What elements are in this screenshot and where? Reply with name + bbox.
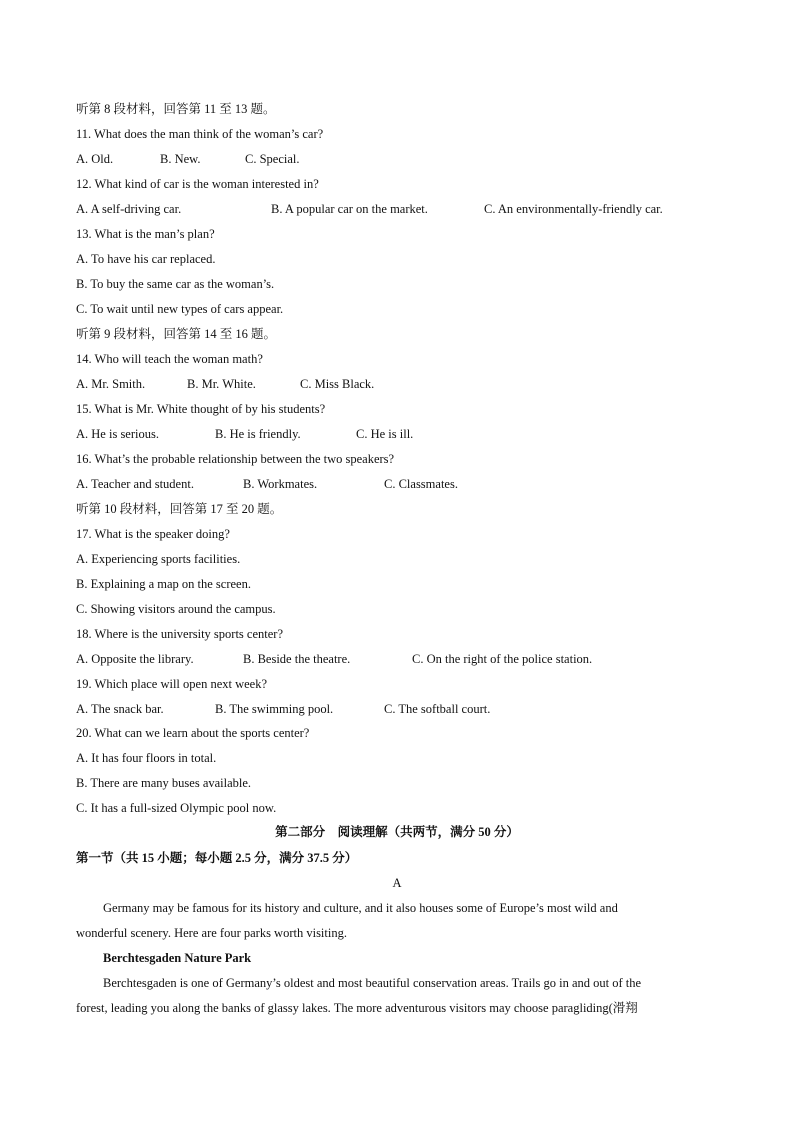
park-paragraph-line-2: forest, leading you along the banks of glassy lakes. The more adventurous visitors may choose paragliding(滑翔 bbox=[76, 1001, 638, 1015]
option-b: B. New. bbox=[160, 152, 201, 166]
question-14: 14. Who will teach the woman math? bbox=[76, 352, 263, 366]
option-c: C. Miss Black. bbox=[300, 377, 375, 391]
question-14-options bbox=[76, 376, 374, 392]
option-b: B. The swimming pool. bbox=[215, 702, 334, 716]
question-20-option-a: A. It has four floors in total. bbox=[76, 751, 217, 765]
option-b: B. A popular car on the market. bbox=[271, 202, 428, 216]
question-17-option-c: C. Showing visitors around the campus. bbox=[76, 602, 276, 616]
option-c: C. An environmentally-friendly car. bbox=[484, 202, 663, 216]
question-16-options bbox=[76, 476, 458, 492]
passage-intro-line-1: Germany may be famous for its history and culture, and it also houses some of Europe’s most wild and bbox=[103, 901, 618, 915]
option-a: A. The snack bar. bbox=[76, 702, 164, 716]
question-13-option-a: A. To have his car replaced. bbox=[76, 252, 216, 266]
passage-letter: A bbox=[392, 876, 402, 890]
question-11-options bbox=[76, 151, 300, 167]
option-b: B. He is friendly. bbox=[215, 427, 301, 441]
option-c: C. He is ill. bbox=[356, 427, 414, 441]
option-a: A. Opposite the library. bbox=[76, 652, 194, 666]
option-c: C. Special. bbox=[245, 152, 300, 166]
question-12: 12. What kind of car is the woman interested in? bbox=[76, 177, 319, 191]
option-b: B. Workmates. bbox=[243, 477, 318, 491]
option-c: C. The softball court. bbox=[384, 702, 491, 716]
question-18: 18. Where is the university sports center? bbox=[76, 627, 284, 641]
question-12-options bbox=[76, 201, 663, 217]
part-2-section-1-heading: 第一节（共 15 小题；每小题 2.5 分，满分 37.5 分） bbox=[76, 851, 358, 865]
option-a: A. Old. bbox=[76, 152, 114, 166]
option-a: A. Teacher and student. bbox=[76, 477, 194, 491]
question-20: 20. What can we learn about the sports center? bbox=[76, 726, 310, 740]
question-17-option-b: B. Explaining a map on the screen. bbox=[76, 577, 251, 591]
question-15: 15. What is Mr. White thought of by his students? bbox=[76, 402, 326, 416]
park-heading: Berchtesgaden Nature Park bbox=[103, 951, 252, 965]
question-20-option-b: B. There are many buses available. bbox=[76, 776, 252, 790]
question-13: 13. What is the man’s plan? bbox=[76, 227, 215, 241]
option-a: A. Mr. Smith. bbox=[76, 377, 146, 391]
question-20-option-c: C. It has a full-sized Olympic pool now. bbox=[76, 801, 277, 815]
option-a: A. A self-driving car. bbox=[76, 202, 182, 216]
question-17: 17. What is the speaker doing? bbox=[76, 527, 230, 541]
question-11: 11. What does the man think of the woman’s car? bbox=[76, 127, 324, 141]
option-c: C. Classmates. bbox=[384, 477, 458, 491]
question-18-options bbox=[76, 651, 592, 667]
park-paragraph-line-1: Berchtesgaden is one of Germany’s oldest and most beautiful conservation areas. Trails go in and out of the bbox=[103, 976, 642, 990]
section-10-heading: 听第 10 段材料，回答第 17 至 20 题。 bbox=[76, 502, 283, 516]
passage-intro-line-2: wonderful scenery. Here are four parks worth visiting. bbox=[76, 926, 347, 940]
question-15-options bbox=[76, 426, 413, 442]
option-a: A. He is serious. bbox=[76, 427, 159, 441]
question-17-option-a: A. Experiencing sports facilities. bbox=[76, 552, 241, 566]
question-19-options bbox=[76, 701, 490, 717]
question-13-option-c: C. To wait until new types of cars appear. bbox=[76, 302, 284, 316]
question-19: 19. Which place will open next week? bbox=[76, 677, 268, 691]
section-8-heading: 听第 8 段材料，回答第 11 至 13 题。 bbox=[76, 102, 276, 116]
question-13-option-b: B. To buy the same car as the woman’s. bbox=[76, 277, 275, 291]
option-b: B. Beside the theatre. bbox=[243, 652, 351, 666]
option-b: B. Mr. White. bbox=[187, 377, 256, 391]
part-2-title: 第二部分 阅读理解（共两节，满分 50 分） bbox=[275, 825, 519, 839]
option-c: C. On the right of the police station. bbox=[412, 652, 593, 666]
question-16: 16. What’s the probable relationship between the two speakers? bbox=[76, 452, 395, 466]
section-9-heading: 听第 9 段材料，回答第 14 至 16 题。 bbox=[76, 327, 277, 341]
